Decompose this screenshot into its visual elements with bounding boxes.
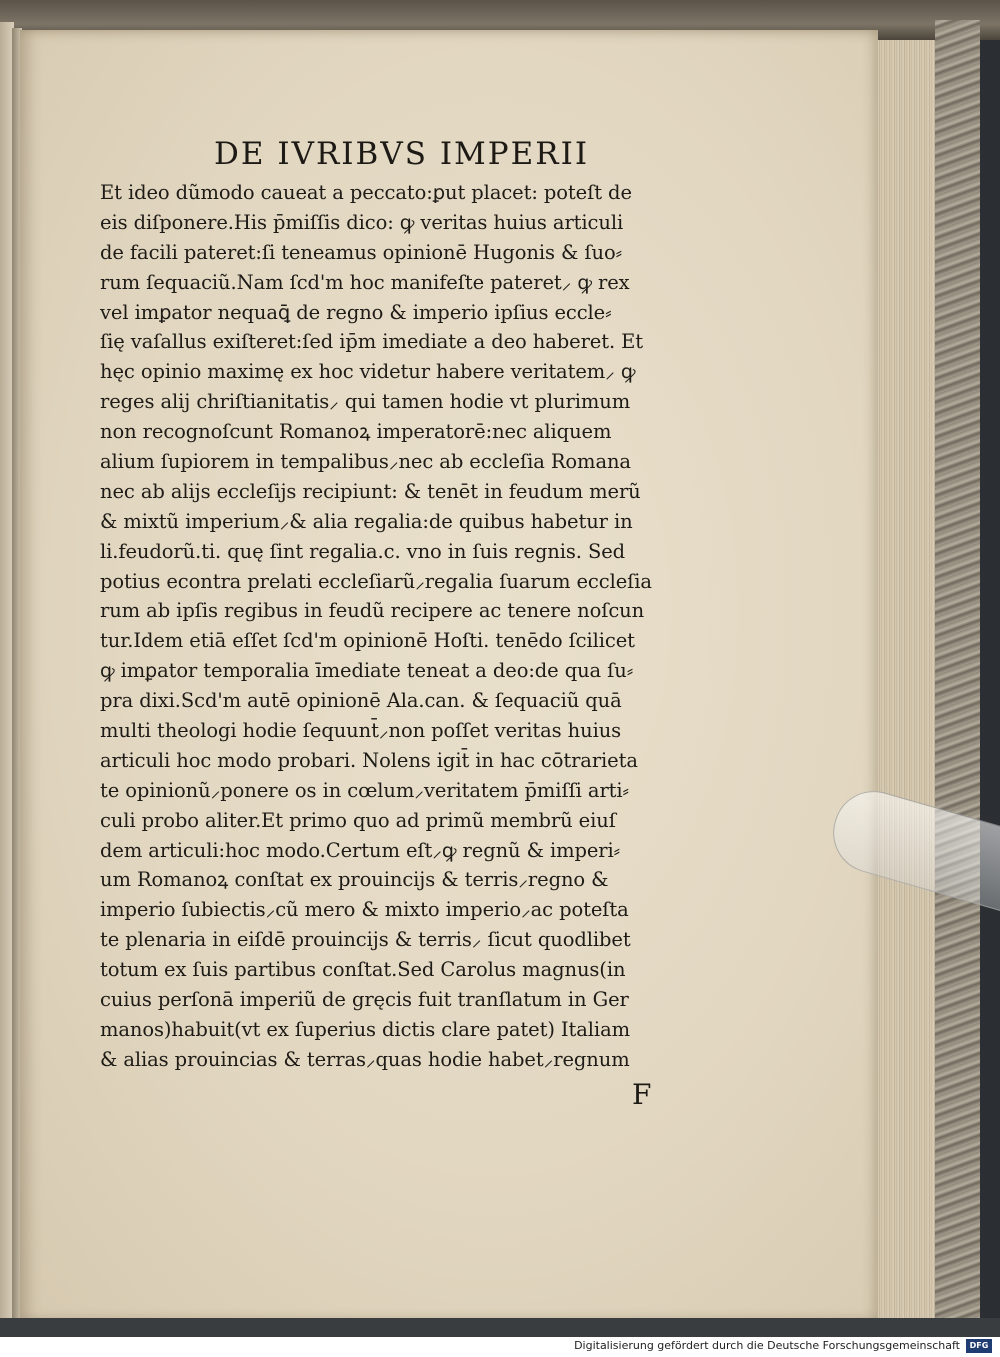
text-line: vel imꝑator nequaꝗ̄ de regno & imperio ipſius eccle⸗ bbox=[100, 300, 612, 324]
footer-credit: Digitalisierung gefördert durch die Deutsche Forschungsgemeinschaft bbox=[574, 1339, 960, 1352]
text-line: ꝙ imꝑator temporalia īmediate teneat a deo:de qua ſu⸗ bbox=[100, 659, 634, 683]
text-line: non recognoſcunt Romanoꝝ imperatorē:nec aliquem bbox=[100, 420, 612, 444]
text-line: hęc opinio maximę ex hoc videtur habere veritatem⸝ ꝙ bbox=[100, 360, 636, 384]
text-line: rum ſequaciũ.Nam ſcd'm hoc manifeſte pateret⸝ ꝙ rex bbox=[100, 270, 630, 294]
text-line: imperio ſubiectis⸝cũ mero & mixto imperio⸝ac poteſta bbox=[100, 898, 629, 922]
text-line: Et ideo dũmodo caueat a peccato:ꝑut placet: poteſt de bbox=[100, 181, 632, 204]
signature-mark: F bbox=[632, 1078, 652, 1111]
text-line: pra dixi.Scd'm autē opinionē Ala.can. & ſequaciũ quā bbox=[100, 689, 622, 713]
text-line: te opinionũ⸝ponere os in cœlum⸝veritatem p̄miſſi arti⸗ bbox=[100, 778, 629, 802]
text-line: de facili pateret:ſi teneamus opinionē Hugonis & ſuo⸗ bbox=[100, 240, 623, 264]
book-cover-edge bbox=[935, 20, 980, 1330]
text-line: culi probo aliter.Et primo quo ad primũ membrũ eiuſ bbox=[100, 808, 616, 832]
text-line: & mixtũ imperium⸝& alia regalia:de quibus habetur in bbox=[100, 509, 633, 533]
page-fore-edge bbox=[870, 40, 940, 1325]
text-line: te plenaria in eiſdē prouincijs & terris⸝ ſicut quodlibet bbox=[100, 928, 631, 952]
dfg-logo: DFG bbox=[966, 1339, 992, 1353]
text-line: totum ex ſuis partibus conſtat.Sed Carolus magnus(in bbox=[100, 958, 626, 982]
text-line: ſię vaſallus exiſteret:ſed ip̄m imediate a deo haberet. Et bbox=[100, 330, 644, 354]
text-line: dem articuli:hoc modo.Certum eſt⸝ꝙ regnũ & imperi⸗ bbox=[100, 838, 621, 862]
text-line: um Romanoꝝ conſtat ex prouincijs & terris⸝regno & bbox=[100, 868, 609, 892]
running-head: DE IVRIBVS IMPERII bbox=[214, 136, 590, 172]
text-line: potius econtra prelati eccleſiarũ⸝regalia ſuarum eccleſia bbox=[100, 569, 652, 593]
text-line: eis diſponere.His p̄miſſis dico: ꝙ veritas huius articuli bbox=[100, 210, 624, 234]
text-line: nec ab alijs eccleſijs recipiunt: & tenēt in feudum merũ bbox=[100, 479, 641, 503]
text-line: tur.Idem etiā eſſet ſcd'm opinionē Hoſti. tenēdo ſcilicet bbox=[100, 629, 635, 653]
text-line: alium ſupiorem in tempalibus⸝nec ab eccleſia Romana bbox=[100, 450, 631, 474]
text-line: articuli hoc modo probari. Nolens igit̄ in hac cōtrarieta bbox=[100, 748, 638, 772]
text-line: multi theologi hodie ſequunt̄⸝non poſſet veritas huius bbox=[100, 719, 622, 743]
text-line: & alias prouincias & terras⸝quas hodie habet⸝regnum bbox=[100, 1047, 630, 1071]
text-line: li.feudorũ.ti. quę ſint regalia.c. vno in ſuis regnis. Sed bbox=[100, 539, 626, 563]
text-line: manos)habuit(vt ex ſuperius dictis clare patet) Italiam bbox=[100, 1017, 630, 1041]
body-text bbox=[100, 178, 700, 1075]
text-line: reges alij chriſtianitatis⸝ qui tamen hodie vt plurimum bbox=[100, 390, 631, 414]
text-line: rum ab ipſis regibus in feudũ recipere ac tenere noſcun bbox=[100, 599, 645, 623]
text-line: cuius perſonā imperiũ de gręcis fuit tranſlatum in Ger bbox=[100, 988, 629, 1012]
